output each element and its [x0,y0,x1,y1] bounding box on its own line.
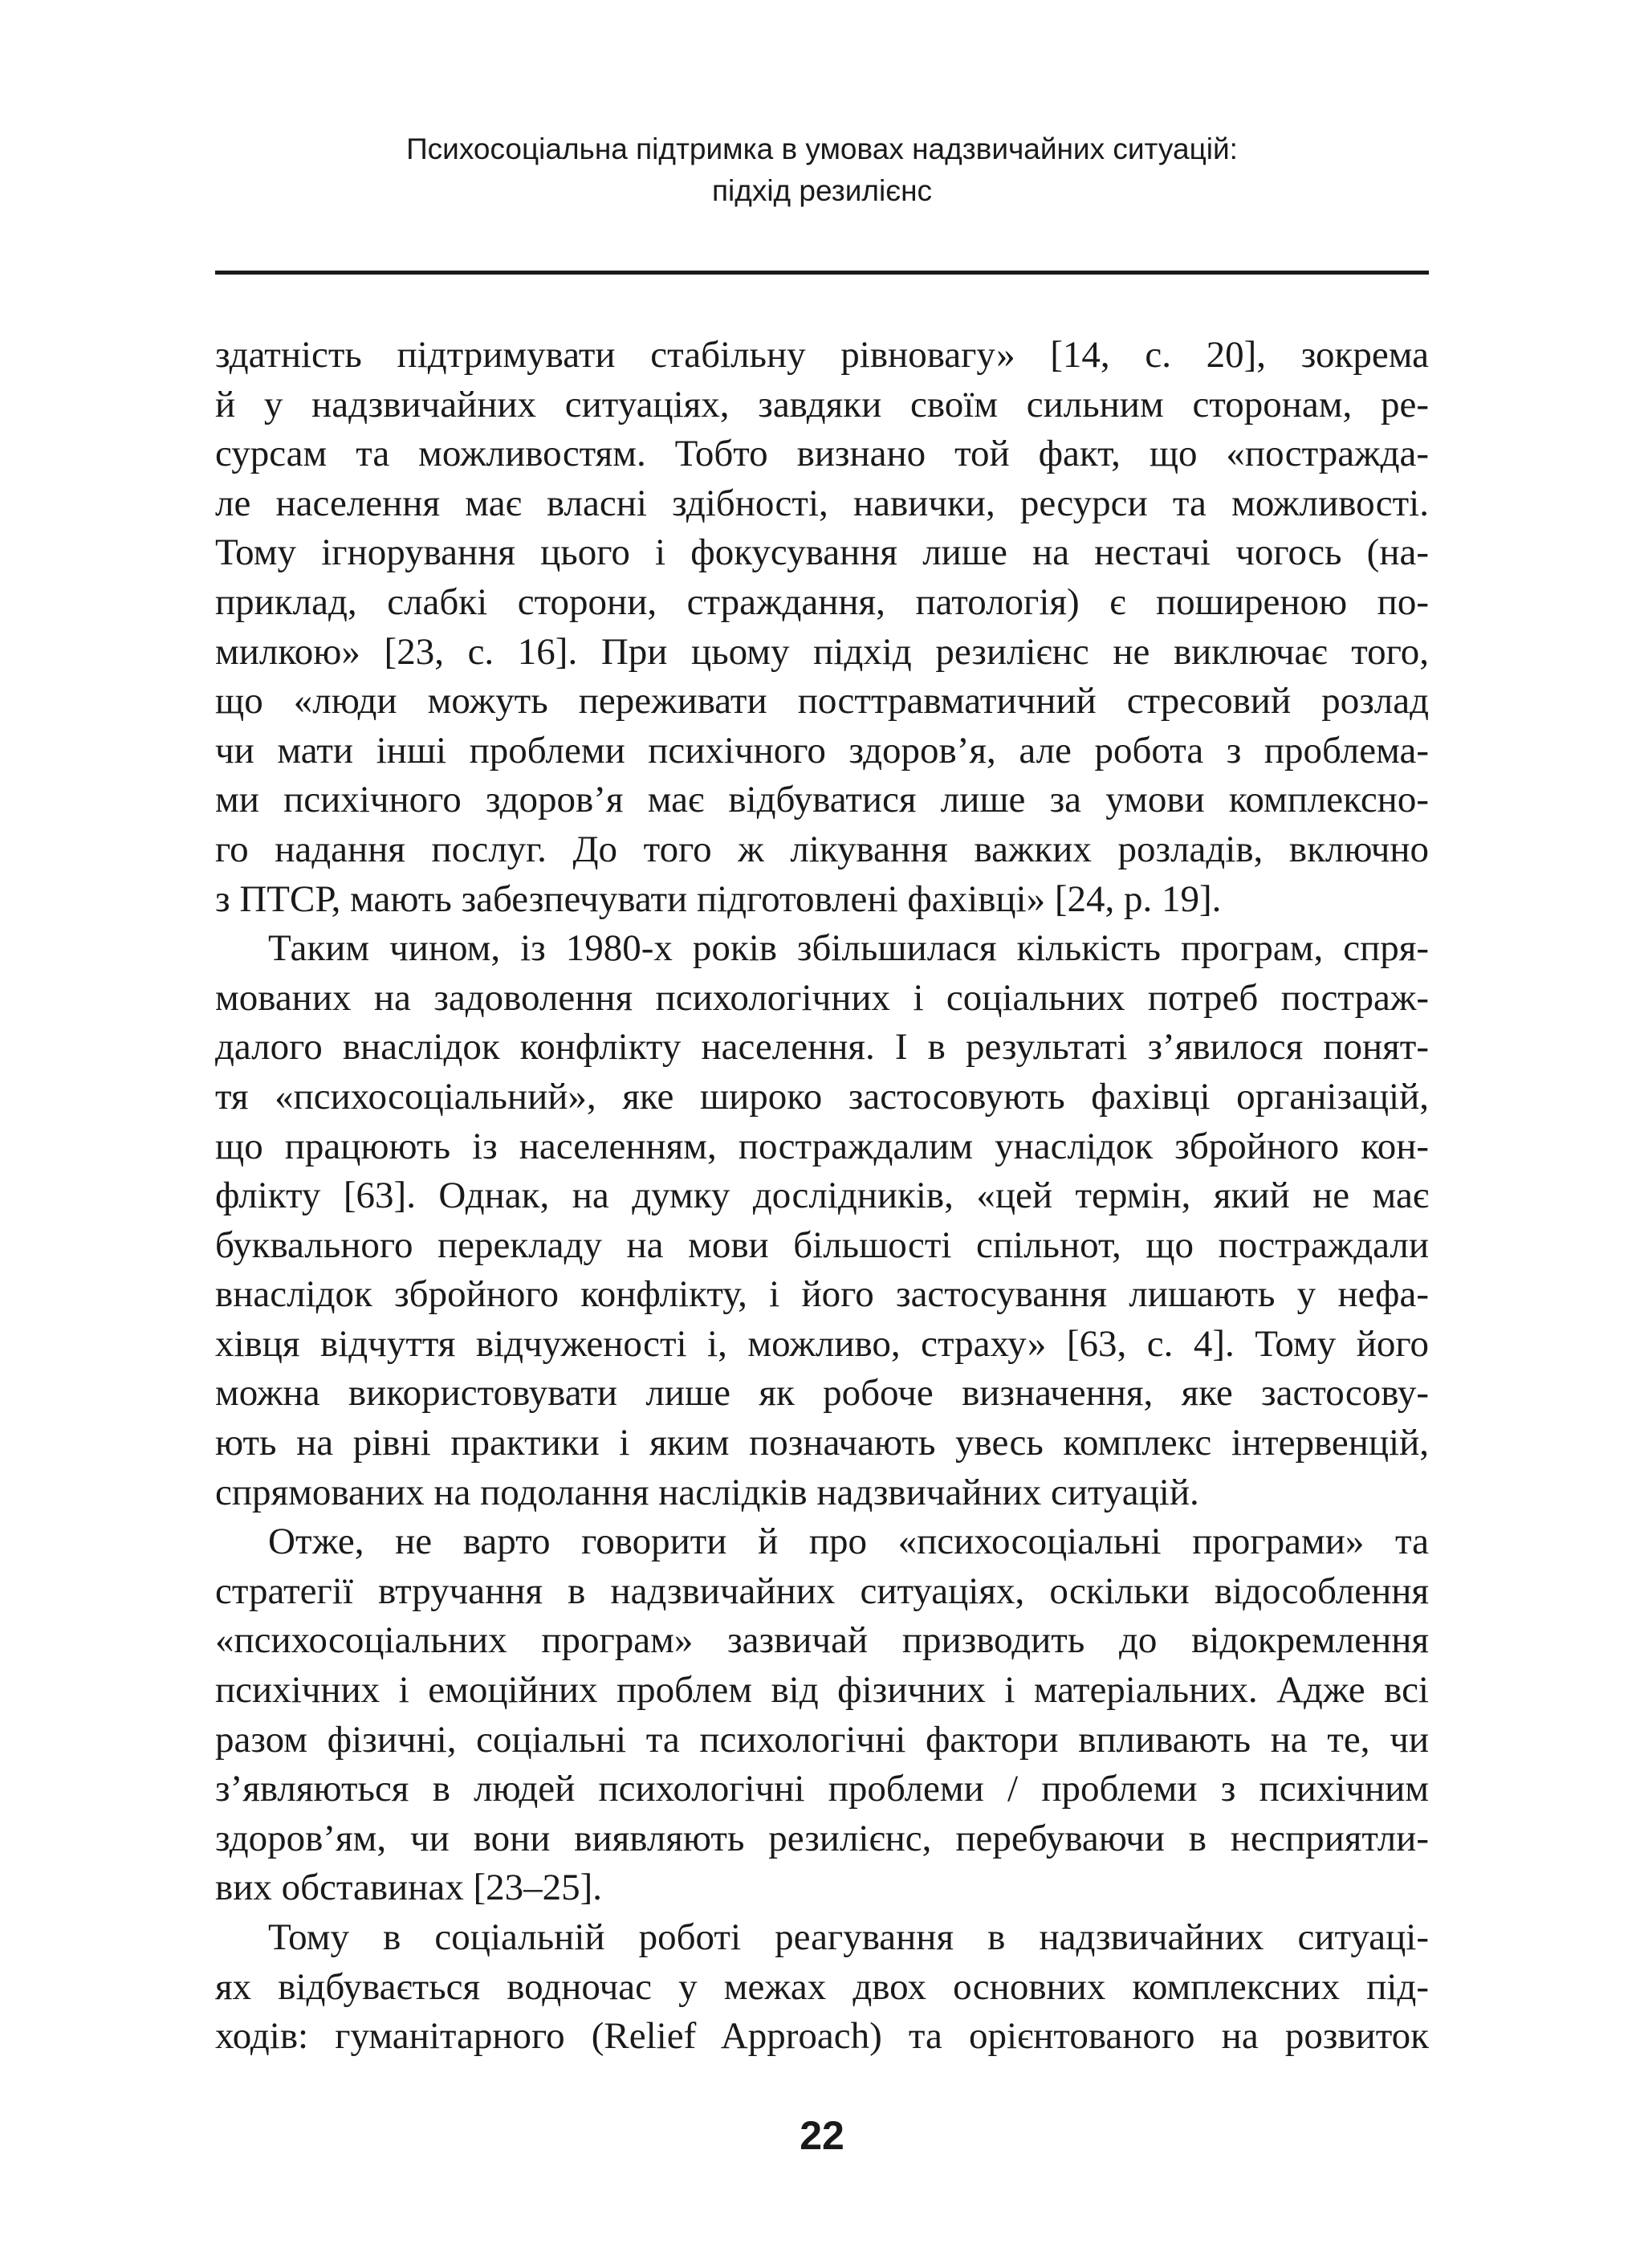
text-line: го надання послуг. До того ж лікування важких розладів, включно [215,828,1429,870]
text-line: ле населення має власні здібності, навички, ресурси та можливості. [215,482,1429,524]
text-line: хівця відчуття відчуженості і, можливо, страху» [63, с. 4]. Тому його [215,1322,1429,1365]
text-line: ють на рівні практики і яким позначають увесь комплекс інтервенцій, [215,1422,1429,1464]
text-line: Отже, не варто говорити й про «психосоціальні програми» та [268,1521,1429,1563]
text-line: внаслідок збройного конфлікту, і його застосування лишають у нефа- [215,1273,1429,1316]
text-line: стратегії втручання в надзвичайних ситуаціях, оскільки відособлення [215,1570,1429,1612]
text-line: Таким чином, із 1980-х років збільшилася кількість програм, спря- [268,927,1429,970]
text-line: Тому ігнорування цього і фокусування лише на нестачі чогось (на- [215,531,1429,574]
text-line: «психосоціальних програм» зазвичай призводить до відокремлення [215,1619,1429,1662]
body-text [215,331,1429,2062]
text-line: буквального перекладу на мови більшості спільнот, що постраждали [215,1224,1429,1266]
page-number: 22 [800,2113,844,2158]
text-line: флікту [63]. Однак, на думку дослідників, «цей термін, який не має [215,1175,1429,1217]
running-header [215,128,1429,212]
text-line: Тому в соціальній роботі реагування в надзвичайних ситуаці- [268,1916,1429,1958]
text-line: що «люди можуть переживати посттравматичний стресовий розлад [215,680,1429,723]
text-line: вих обставинах [23–25]. [215,1867,603,1909]
text-line: спрямованих на подолання наслідків надзвичайних ситуацій. [215,1471,1199,1513]
text-line: ми психічного здоров’я має відбуватися лише за умови комплексно- [215,779,1429,821]
text-line: здатність підтримувати стабільну рівновагу» [14, с. 20], зокрема [215,334,1429,376]
text-line: мованих на задоволення психологічних і соціальних потреб постраж- [215,976,1429,1019]
text-line: чи мати інші проблеми психічного здоров’я, але робота з проблема- [215,729,1429,772]
text-line: ходів: гуманітарного (Relief Approach) та орієнтованого на розвиток [215,2015,1429,2058]
text-line: з ПТСР, мають забезпечувати підготовлені фахівці» [24, p. 19]. [215,877,1222,920]
text-line: психічних і емоційних проблем від фізичних і матеріальних. Адже всі [215,1669,1429,1712]
header-line-2: підхід резилієнс [711,174,933,207]
text-line: тя «психосоціальний», яке широко застосовують фахівці організацій, [215,1075,1429,1118]
text-line: милкою» [23, с. 16]. При цьому підхід резилієнс не виключає того, [215,630,1429,673]
header-line-1: Психосоціальна підтримка в умовах надзвичайних ситуацій: [406,132,1238,165]
text-line: здоров’ям, чи вони виявляють резилієнс, перебуваючи в несприятли- [215,1817,1429,1859]
header-divider [215,271,1429,275]
text-line: сурсам та можливостям. Тобто визнано той факт, що «постражда- [215,433,1429,475]
text-line: ях відбувається водночас у межах двох основних комплексних під- [215,1965,1429,2008]
text-line: далого внаслідок конфлікту населення. І в результаті з’явилося понят- [215,1026,1429,1069]
text-line: й у надзвичайних ситуаціях, завдяки своїм сильним сторонам, ре- [215,383,1429,426]
text-line: що працюють із населенням, постраждалим унаслідок збройного кон- [215,1125,1429,1167]
text-line: можна використовувати лише як робоче визначення, яке застосову- [215,1372,1429,1415]
text-line: з’являються в людей психологічні проблеми / проблеми з психічним [215,1768,1429,1810]
text-line: приклад, слабкі сторони, страждання, патологія) є поширеною по- [215,580,1429,623]
text-line: разом фізичні, соціальні та психологічні фактори впливають на те, чи [215,1718,1429,1761]
